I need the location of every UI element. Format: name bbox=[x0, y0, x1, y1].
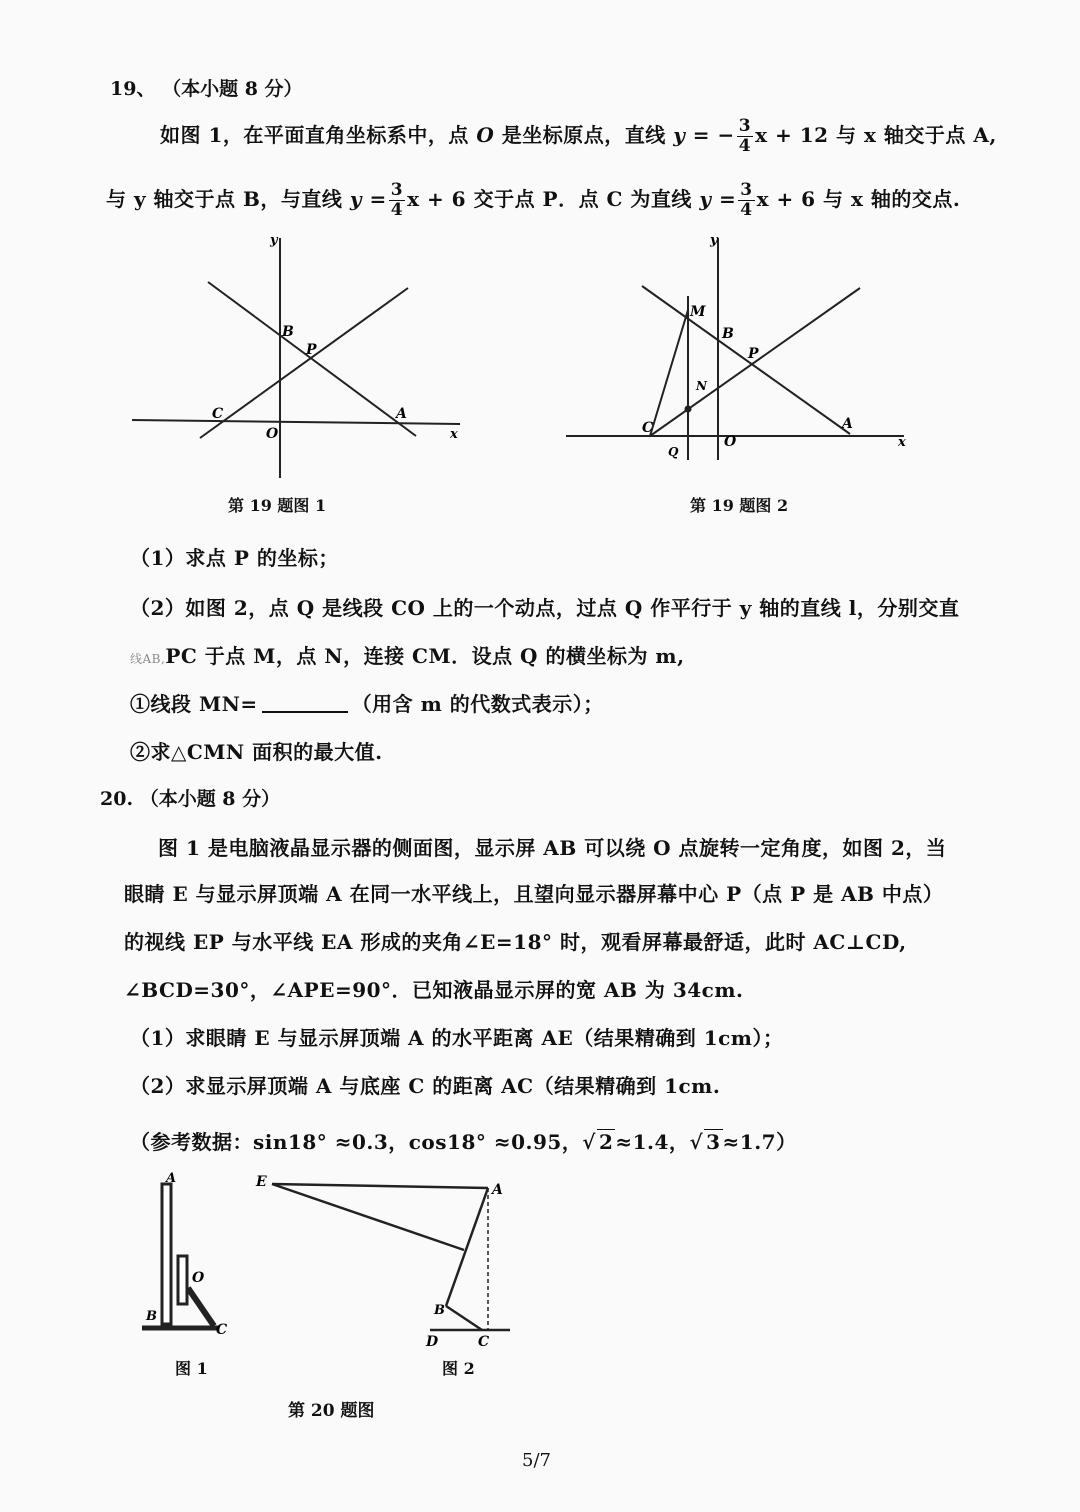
q19-sub2-i bbox=[130, 688, 604, 717]
q20-line2: 眼睛 E 与显示屏顶端 A 在同一水平线上，且望向显示器屏幕中心 P（点 P 是 AB 中点） bbox=[124, 882, 944, 906]
q19-sub2-cont bbox=[130, 640, 685, 669]
q19-points: （本小题 8 分） bbox=[162, 78, 303, 100]
ref-b: ≈1.4， bbox=[615, 1130, 690, 1154]
fig2-label-b: B bbox=[722, 326, 734, 342]
q19-sub2-small-text: 线AB, bbox=[130, 652, 166, 666]
q19-number: 19、 bbox=[110, 78, 156, 100]
fig2-label-o: O bbox=[724, 434, 737, 450]
fig2-label-c: C bbox=[642, 420, 654, 436]
ref-a: （参考数据：sin18° ≈0.3，cos18° ≈0.95， bbox=[130, 1130, 583, 1154]
q20-header bbox=[100, 784, 280, 811]
q19-line2-b: x + 6 交于点 P．点 C 为直线 bbox=[407, 187, 700, 211]
q19-line1 bbox=[160, 118, 997, 155]
stand-arm bbox=[188, 1288, 214, 1326]
q20-figure-1 bbox=[130, 1170, 240, 1350]
fig1-label-p: P bbox=[306, 342, 317, 358]
fig2-label-m: M bbox=[690, 304, 706, 320]
segment-cm bbox=[650, 310, 688, 436]
fig2-label-q: Q bbox=[668, 445, 679, 459]
fig20-1-label-a: A bbox=[166, 1171, 177, 1186]
q20-fig1-caption: 图 1 bbox=[175, 1359, 208, 1378]
fraction-3-4 bbox=[737, 118, 753, 155]
fig1-label-o: O bbox=[266, 426, 279, 442]
q20-sub1: （1）求眼睛 E 与显示屏顶端 A 的水平距离 AE（结果精确到 1cm）； bbox=[130, 1026, 784, 1050]
frac-num: 3 bbox=[390, 180, 404, 200]
q20-fig2-caption: 图 2 bbox=[442, 1359, 475, 1378]
screen-ab bbox=[162, 1184, 171, 1324]
q19-sub2-i-a: ①线段 MN= bbox=[130, 692, 258, 716]
sqrt-2: 2 bbox=[598, 1130, 614, 1154]
q19-line2 bbox=[106, 182, 960, 219]
page-number: 5/7 bbox=[522, 1450, 551, 1471]
q19-sub2-b: PC 于点 M，点 N，连接 CM．设点 Q 的横坐标为 m, bbox=[165, 644, 685, 668]
fig2-label-x: x bbox=[898, 435, 906, 450]
ref-c: ≈1.7） bbox=[722, 1130, 797, 1154]
fig20-1-label-o: O bbox=[192, 1270, 205, 1286]
q20-line4: ∠BCD=30°，∠APE=90°．已知液晶显示屏的宽 AB 为 34cm. bbox=[124, 978, 744, 1002]
line-ea bbox=[272, 1184, 488, 1188]
q20-reference-data: （参考数据：sin18° ≈0.3，cos18° ≈0.95，√ 2 ≈1.4，√ 3 ≈1.7） bbox=[130, 1130, 797, 1154]
line-cp bbox=[200, 288, 408, 438]
q19-fig1-caption: 第 19 题图 1 bbox=[228, 496, 327, 515]
frac-den: 4 bbox=[740, 200, 753, 220]
q19-line1-b: 是坐标原点，直线 bbox=[494, 123, 674, 147]
frac-num: 3 bbox=[740, 180, 753, 200]
q19-line2-y2: y = bbox=[699, 187, 737, 211]
q20-figure-group-caption: 第 20 题图 bbox=[288, 1401, 375, 1421]
q20-figure-2 bbox=[250, 1170, 530, 1360]
x-axis bbox=[132, 420, 460, 424]
fig2-label-y: y bbox=[710, 233, 718, 248]
frac-den: 4 bbox=[738, 136, 752, 156]
segment-bc bbox=[446, 1306, 482, 1330]
fraction-3-4 bbox=[389, 182, 405, 219]
fig2-label-p: P bbox=[748, 346, 759, 362]
frac-den: 4 bbox=[390, 200, 404, 220]
line-ep bbox=[272, 1184, 464, 1250]
q20-line1: 图 1 是电脑液晶显示器的侧面图，显示屏 AB 可以绕 O 点旋转一定角度，如图 2，当 bbox=[158, 836, 947, 860]
fraction-3-4 bbox=[738, 182, 754, 219]
fig20-2-label-c: C bbox=[478, 1334, 490, 1350]
fig1-label-y: y bbox=[270, 233, 278, 248]
sqrt-3: 3 bbox=[706, 1130, 721, 1154]
q19-figure-2 bbox=[560, 228, 920, 468]
point-n-dot bbox=[685, 406, 692, 413]
q20-points: （本小题 8 分） bbox=[139, 788, 281, 810]
fig20-2-label-e: E bbox=[256, 1174, 267, 1190]
q19-sub2-i-b: （用含 m 的代数式表示）； bbox=[351, 692, 604, 716]
fig20-1-label-b: B bbox=[146, 1309, 157, 1324]
fig20-2-label-a: A bbox=[492, 1182, 503, 1198]
line-cp bbox=[650, 288, 860, 436]
fig20-2-label-b: B bbox=[434, 1303, 445, 1318]
q19-point-o: O bbox=[476, 123, 495, 147]
q20-sub2: （2）求显示屏顶端 A 与底座 C 的距离 AC（结果精确到 1cm. bbox=[130, 1074, 721, 1098]
q20-line3: 的视线 EP 与水平线 EA 形成的夹角∠E=18° 时，观看屏幕最舒适，此时 AC⊥CD, bbox=[124, 930, 907, 954]
fig1-label-a: A bbox=[396, 406, 407, 422]
q19-fig2-caption: 第 19 题图 2 bbox=[690, 496, 789, 515]
q20-number: 20. bbox=[100, 788, 134, 810]
answer-blank[interactable] bbox=[262, 711, 348, 713]
fig2-label-n: N bbox=[696, 379, 707, 393]
q19-sub2-ii: ②求△CMN 面积的最大值. bbox=[130, 740, 383, 764]
q19-header bbox=[110, 74, 303, 101]
hinge-o bbox=[178, 1256, 187, 1304]
q19-line1-y: y = − bbox=[673, 123, 735, 147]
q19-line1-c: x + 12 与 x 轴交于点 A, bbox=[755, 123, 997, 147]
q19-line1-a: 如图 1，在平面直角坐标系中，点 bbox=[160, 123, 477, 147]
q19-figure-1 bbox=[120, 228, 480, 488]
q19-line2-a: 与 y 轴交于点 B，与直线 bbox=[106, 187, 350, 211]
q19-line2-y: y = bbox=[349, 187, 387, 211]
fig2-label-a: A bbox=[842, 416, 853, 432]
fig20-2-label-d: D bbox=[426, 1334, 439, 1350]
fig1-label-x: x bbox=[450, 427, 458, 442]
fig1-label-b: B bbox=[282, 324, 294, 340]
q19-line2-c: x + 6 与 x 轴的交点. bbox=[756, 187, 961, 211]
frac-num: 3 bbox=[738, 116, 752, 136]
fig1-label-c: C bbox=[212, 406, 224, 422]
q19-sub1: （1）求点 P 的坐标； bbox=[130, 546, 339, 570]
fig20-1-label-c: C bbox=[216, 1322, 228, 1338]
q19-sub2: （2）如图 2，点 Q 是线段 CO 上的一个动点，过点 Q 作平行于 y 轴的直线 l，分别交直 bbox=[130, 596, 960, 620]
